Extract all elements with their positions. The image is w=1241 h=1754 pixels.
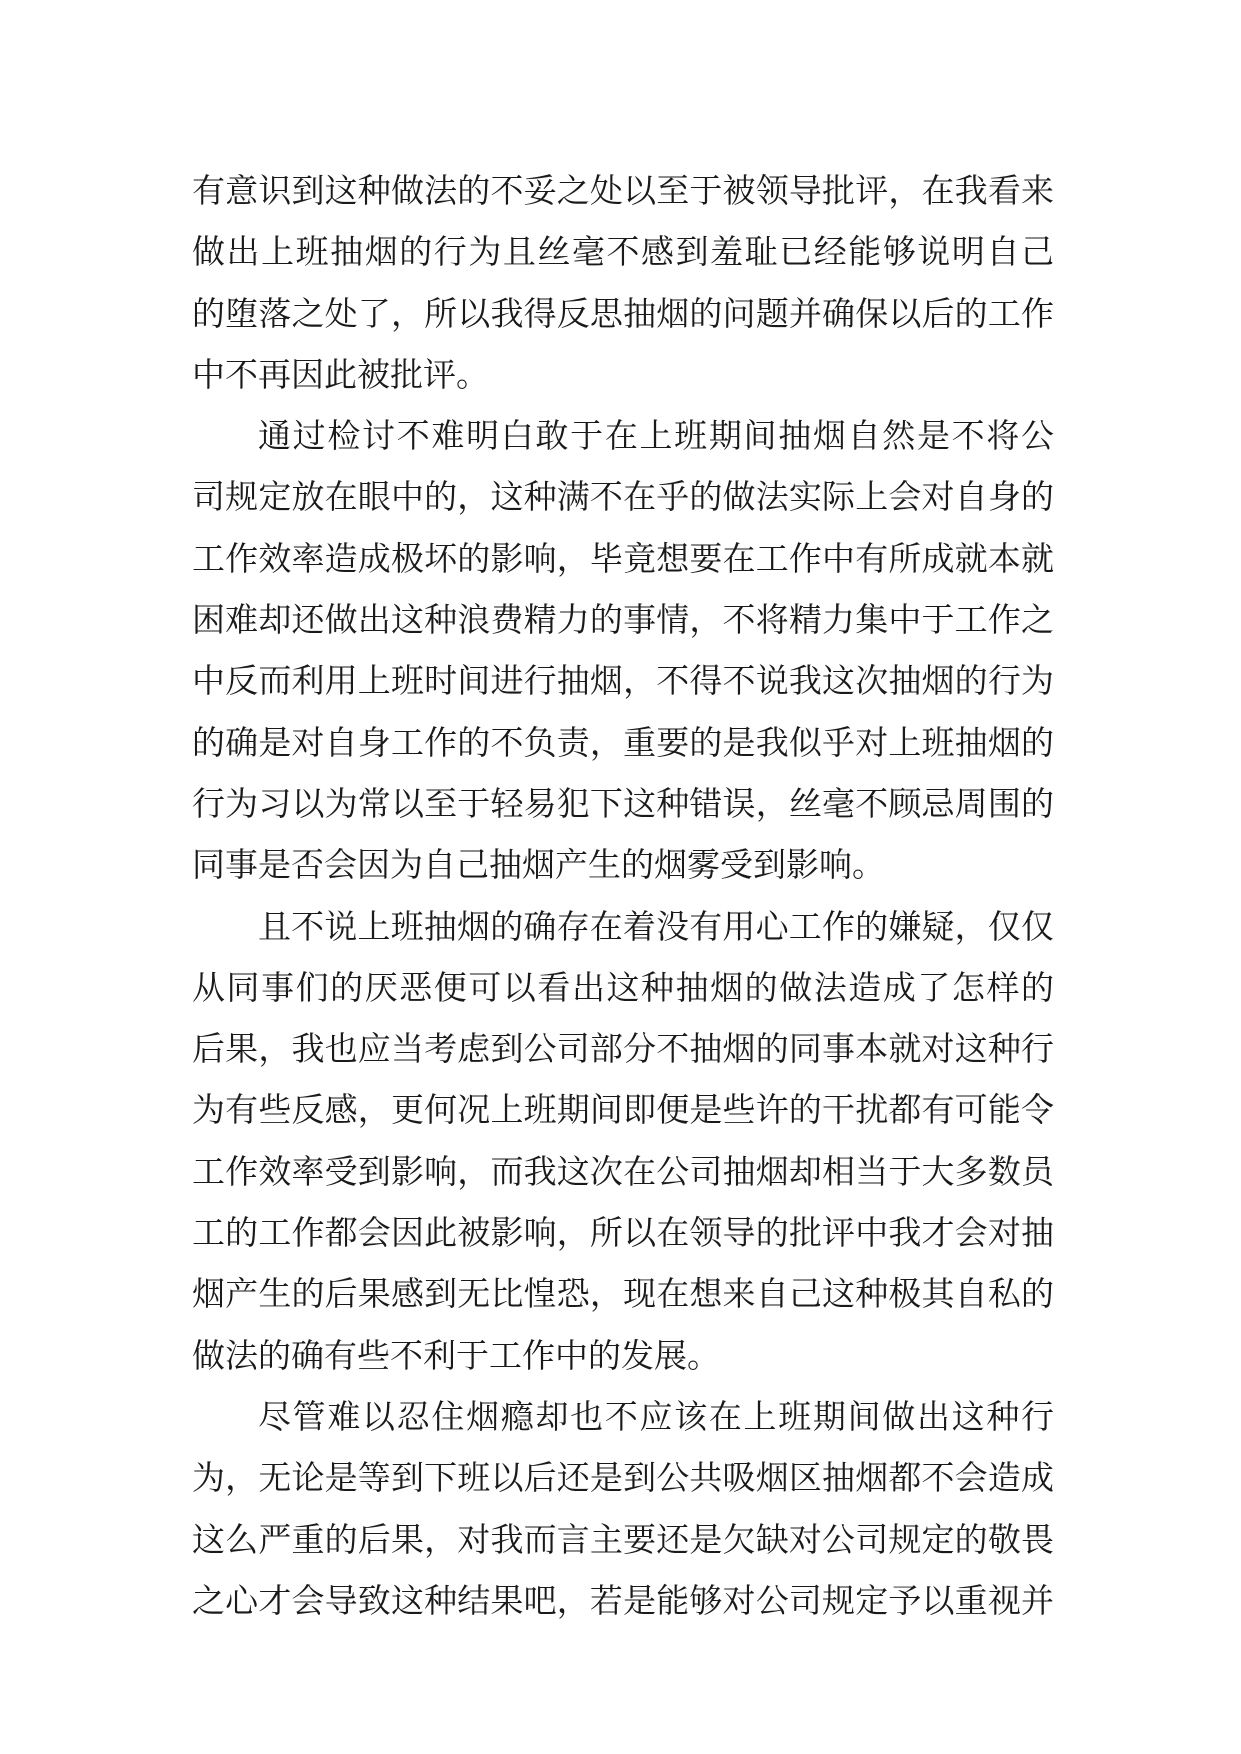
text-line: 通过检讨不难明白敢于在上班期间抽烟自然是不将公 [258, 416, 1054, 456]
text-line: 做法的确有些不利于工作中的发展。 [192, 1335, 720, 1375]
text-line: 同事是否会因为自己抽烟产生的烟雾受到影响。 [192, 845, 885, 885]
text-line: 工作效率受到影响，而我这次在公司抽烟却相当于大多数员 [192, 1151, 1054, 1191]
text-line: 中反而利用上班时间进行抽烟，不得不说我这次抽烟的行为 [192, 661, 1054, 701]
text-line: 行为习以为常以至于轻易犯下这种错误，丝毫不顾忌周围的 [192, 783, 1054, 823]
text-line: 中不再因此被批评。 [192, 354, 489, 394]
text-line: 的堕落之处了，所以我得反思抽烟的问题并确保以后的工作 [192, 293, 1054, 333]
text-line: 有意识到这种做法的不妥之处以至于被领导批评，在我看来 [192, 171, 1054, 210]
text-line: 做出上班抽烟的行为且丝毫不感到羞耻已经能够说明自己 [192, 232, 1054, 272]
text-line: 困难却还做出这种浪费精力的事情，不将精力集中于工作之 [192, 600, 1054, 640]
paragraph-1 [192, 160, 1054, 405]
paragraph-2 [192, 405, 1054, 895]
text-line: 之心才会导致这种结果吧，若是能够对公司规定予以重视并 [192, 1580, 1054, 1620]
text-line: 尽管难以忍住烟瘾却也不应该在上班期间做出这种行 [258, 1396, 1054, 1436]
text-line: 的确是对自身工作的不负责，重要的是我似乎对上班抽烟的 [192, 722, 1054, 762]
text-line: 这么严重的后果，对我而言主要还是欠缺对公司规定的敬畏 [192, 1519, 1054, 1559]
text-line: 从同事们的厌恶便可以看出这种抽烟的做法造成了怎样的 [192, 967, 1054, 1007]
document-body [192, 160, 1054, 1631]
text-line: 后果，我也应当考虑到公司部分不抽烟的同事本就对这种行 [192, 1029, 1054, 1069]
text-line: 司规定放在眼中的，这种满不在乎的做法实际上会对自身的 [192, 477, 1054, 517]
text-line: 工作效率造成极坏的影响，毕竟想要在工作中有所成就本就 [192, 538, 1054, 578]
text-line: 为有些反感，更何况上班期间即便是些许的干扰都有可能令 [192, 1090, 1054, 1130]
text-line: 工的工作都会因此被影响，所以在领导的批评中我才会对抽 [192, 1213, 1054, 1253]
text-line: 为，无论是等到下班以后还是到公共吸烟区抽烟都不会造成 [192, 1458, 1054, 1498]
text-line: 烟产生的后果感到无比惶恐，现在想来自己这种极其自私的 [192, 1274, 1054, 1314]
text-line: 且不说上班抽烟的确存在着没有用心工作的嫌疑，仅仅 [258, 906, 1054, 946]
paragraph-4 [192, 1386, 1054, 1631]
paragraph-3 [192, 896, 1054, 1386]
